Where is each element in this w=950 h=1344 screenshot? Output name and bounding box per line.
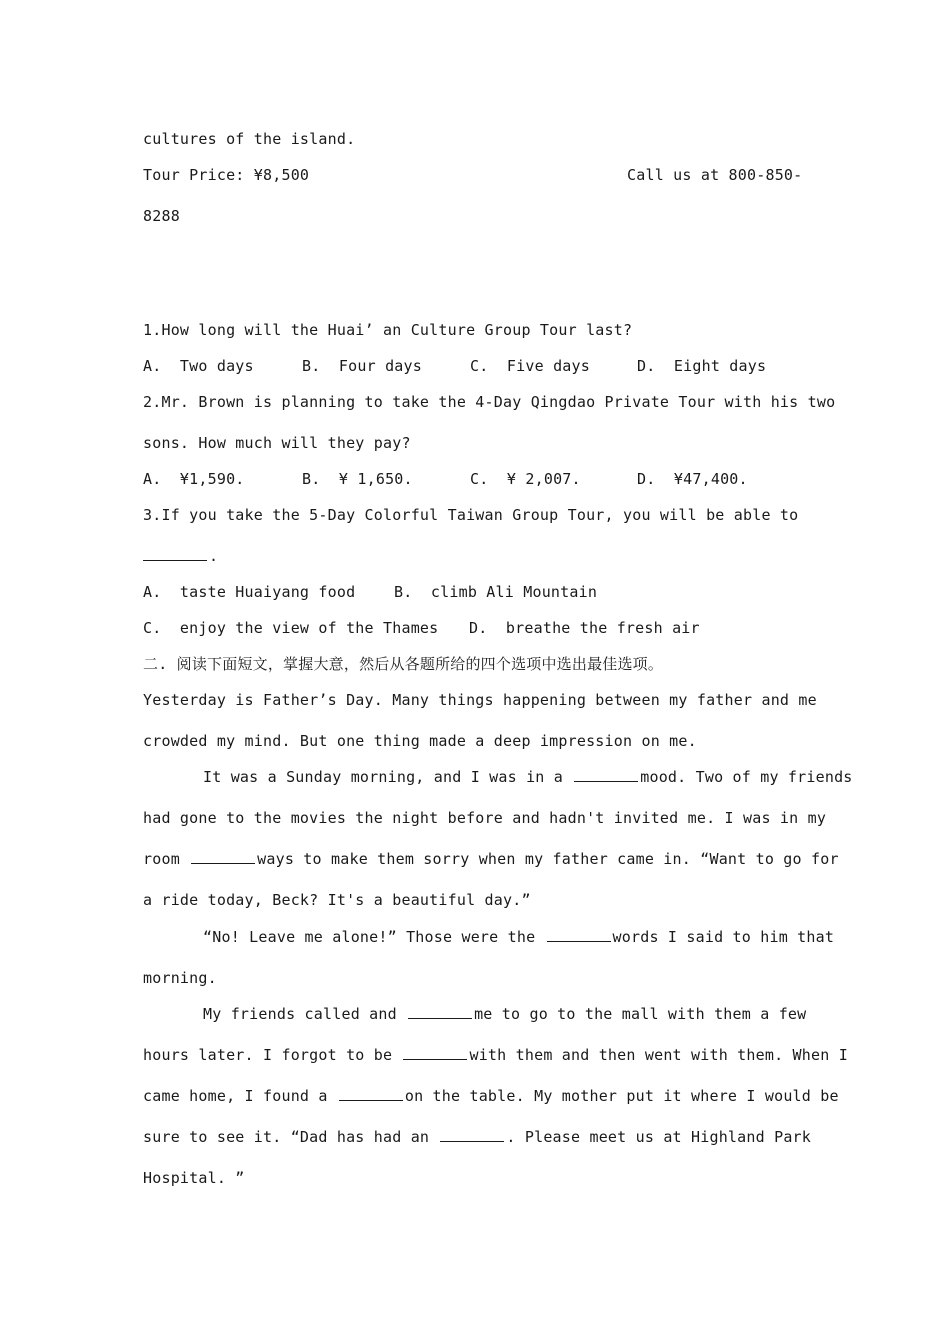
passage-line: Hospital. ” [143,1169,245,1187]
intro-line: cultures of the island. [143,130,356,148]
passage-line: Yesterday is Father’s Day. Many things happening between my father and me [143,691,817,709]
passage-line: crowded my mind. But one thing made a deep impression on me. [143,732,697,750]
passage-line: My friends called and me to go to the mall with them a few [203,1005,807,1023]
q2-option-d: D. ¥47,400. [637,470,748,488]
passage-line: It was a Sunday morning, and I was in a mood. Two of my friends [203,768,853,786]
q1-option-d: D. Eight days [637,357,767,375]
answer-blank [191,849,255,864]
q3-option-c: C. enjoy the view of the Thames [143,619,439,637]
passage-line: came home, I found a on the table. My mother put it where I would be [143,1087,839,1105]
passage-line: had gone to the movies the night before and hadn't invited me. I was in my [143,809,827,827]
call-us-number: 8288 [143,207,180,225]
question-3-cont [143,546,218,566]
q3-option-d: D. breathe the fresh air [469,619,700,637]
q1-option-a: A. Two days [143,357,254,375]
section-heading: 二. 阅读下面短文，掌握大意，然后从各题所给的四个选项中选出最佳选项。 [143,655,664,673]
passage-line: hours later. I forgot to be with them and then went with them. When I [143,1046,848,1064]
question-2: 2.Mr. Brown is planning to take the 4-Day Qingdao Private Tour with his two [143,393,836,411]
tour-price: Tour Price: ¥8,500 [143,166,310,184]
question-2-cont: sons. How much will they pay? [143,434,411,452]
question-1: 1.How long will the Huai’ an Culture Group Tour last? [143,321,633,339]
q2-option-a: A. ¥1,590. [143,470,245,488]
answer-blank [339,1086,403,1101]
answer-blank [408,1004,472,1019]
passage-line: “No! Leave me alone!” Those were the words I said to him that [203,928,835,946]
question-3-period: . [209,547,219,565]
call-us: Call us at 800-850- [627,166,803,184]
answer-blank [547,927,611,942]
q2-option-c: C. ¥ 2,007. [470,470,581,488]
passage-line: room ways to make them sorry when my father came in. “Want to go for [143,850,839,868]
passage-line: morning. [143,969,217,987]
passage-line: a ride today, Beck? It's a beautiful day.” [143,891,531,909]
q3-option-b: B. climb Ali Mountain [394,583,598,601]
answer-blank [403,1045,467,1060]
q3-option-a: A. taste Huaiyang food [143,583,356,601]
q1-option-b: B. Four days [302,357,422,375]
answer-blank [574,767,638,782]
passage-line: sure to see it. “Dad has had an . Please meet us at Highland Park [143,1128,812,1146]
q1-option-c: C. Five days [470,357,590,375]
answer-blank [440,1127,504,1142]
answer-blank [143,546,207,561]
q2-option-b: B. ¥ 1,650. [302,470,413,488]
question-3: 3.If you take the 5-Day Colorful Taiwan Group Tour, you will be able to [143,506,799,524]
